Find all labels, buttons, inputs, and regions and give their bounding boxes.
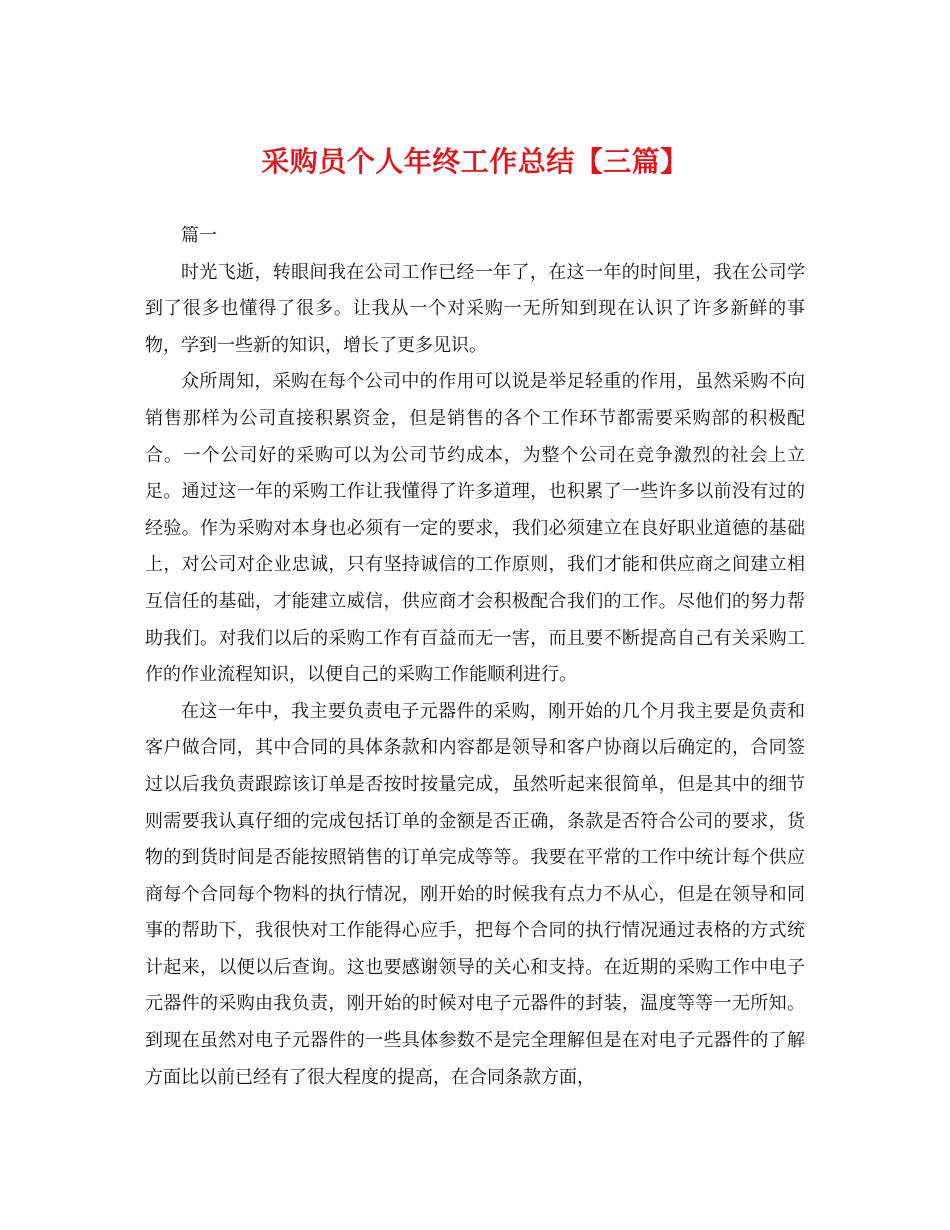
section-label: 篇一 [181,225,217,246]
document-title: 采购员个人年终工作总结【三篇】 [261,145,689,178]
paragraph-3: 在这一年中，我主要负责电子元器件的采购，刚开始的几个月我主要是负责和客户做合同，其中合同的具体条款和内容都是领导和客户协商以后确定的，合同签过以后我负责跟踪该订单是否按时按量完成，虽然听起来很简单，但是其中的细节则需要我认真仔细的完成包括订单的金额是否正确，条款是否符合公司的要求，货物的到货时间是否能按照销售的订单完成等等。我要在平常的工作中统计每个供应商每个合同每个物料的执行情况，刚开始的时候我有点力不从心，但是在领导和同事的帮助下，我很快对工作能得心应手，把每个合同的执行情况通过表格的方式统计起来，以便以后查询。这也要感谢领导的关心和支持。在近期的采购工作中电子元器件的采购由我负责，刚开始的时候对电子元器件的封装，温度等等一无所知。到现在虽然对电子元器件的一些具体参数不是完全理解但是在对电子元器件的了解方面比以前已经有了很大程度的提高，在合同条款方面， [145,700,805,1088]
document-body [145,218,805,1096]
paragraph-2: 众所周知，采购在每个公司中的作用可以说是举足轻重的作用，虽然采购不向销售那样为公司直接积累资金，但是销售的各个工作环节都需要采购部的积极配合。一个公司好的采购可以为公司节约成本，为整个公司在竞争激烈的社会上立足。通过这一年的采购工作让我懂得了许多道理，也积累了一些许多以前没有过的经验。作为采购对本身也必须有一定的要求，我们必须建立在良好职业道德的基础上，对公司对企业忠诚，只有坚持诚信的工作原则，我们才能和供应商之间建立相互信任的基础，才能建立威信，供应商才会积极配合我们的工作。尽他们的努力帮助我们。对我们以后的采购工作有百益而无一害，而且要不断提高自己有关采购工作的作业流程知识，以便自己的采购工作能顺利进行。 [145,371,805,686]
paragraph-1: 时光飞逝，转眼间我在公司工作已经一年了，在这一年的时间里，我在公司学到了很多也懂得了很多。让我从一个对采购一无所知到现在认识了许多新鲜的事物，学到一些新的知识，增长了更多见识。 [145,261,805,356]
